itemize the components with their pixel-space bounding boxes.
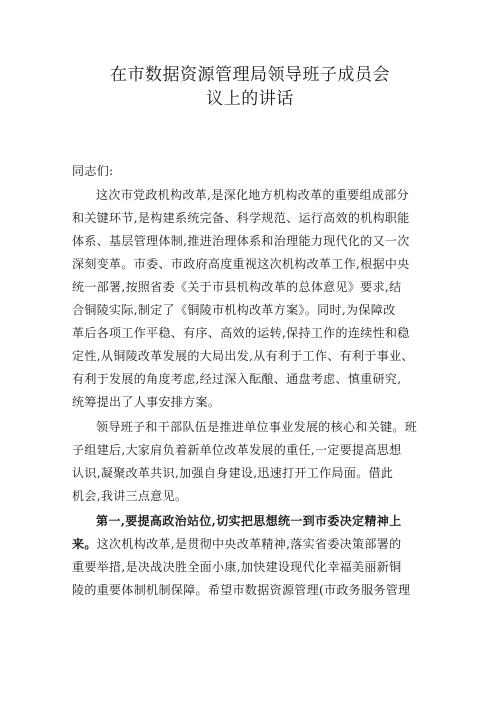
paragraph-3-heading: 第一,要提高政治站位,切实把思想统一到市委决定精神上 bbox=[96, 514, 402, 528]
paragraph-3-heading-end: 来。 bbox=[72, 537, 97, 551]
paragraph-3-line: 重要举措,是决战决胜全面小康,加快建设现代化幸福美丽新铜 bbox=[72, 560, 402, 574]
paragraph-2-line: 认识,凝聚改革共识,加强自身建设,迅速打开工作局面。借此 bbox=[72, 466, 394, 480]
paragraph-1-line: 定性,从铜陵改革发展的大局出发,从有利于工作、有利于事业、 bbox=[72, 349, 414, 363]
salutation: 同志们: bbox=[72, 164, 114, 178]
document-title-line-1: 在市数据资源管理局领导班子成员会 bbox=[110, 65, 390, 85]
paragraph-2-line: 领导班子和干部队伍是推进单位事业发展的核心和关键。班 bbox=[96, 420, 418, 434]
paragraph-1-line: 深刻变革。市委、市政府高度重视这次机构改革工作,根据中央 bbox=[72, 257, 410, 271]
paragraph-1-line: 合铜陵实际,制定了《铜陵市机构改革方案》。同时,为保障改 bbox=[72, 303, 396, 317]
document-title-line-2: 议上的讲话 bbox=[206, 89, 294, 109]
paragraph-1-line: 这次市党政机构改革,是深化地方机构改革的重要组成部分 bbox=[96, 188, 409, 202]
paragraph-1-line: 统筹提出了人事安排方案。 bbox=[72, 395, 221, 409]
paragraph-3-line: 陵的重要体制机制保障。希望市数据资源管理(市政务服务管理 bbox=[72, 583, 411, 597]
paragraph-2-line: 机会,我讲三点意见。 bbox=[72, 489, 188, 503]
paragraph-2-line: 子组建后,大家肩负着新单位改革发展的重任,一定要提高思想 bbox=[72, 443, 402, 457]
paragraph-1-line: 体系、基层管理体制,推进治理体系和治理能力现代化的又一次 bbox=[72, 234, 410, 248]
paragraph-1-line: 革后各项工作平稳、有序、高效的运转,保持工作的连续性和稳 bbox=[72, 326, 410, 340]
paragraph-3-line bbox=[72, 533, 434, 556]
paragraph-3-text: 这次机构改革,是贯彻中央改革精神,落实省委决策部署的 bbox=[96, 537, 402, 551]
paragraph-1-line: 和关键环节,是构建系统完备、科学规范、运行高效的机构职能 bbox=[72, 211, 410, 225]
paragraph-1-line: 有利于发展的角度考虑,经过深入酝酿、通盘考虑、慎重研究, bbox=[72, 372, 402, 386]
paragraph-1-line: 统一部署,按照省委《关于市县机构改革的总体意见》要求,结 bbox=[72, 280, 402, 294]
